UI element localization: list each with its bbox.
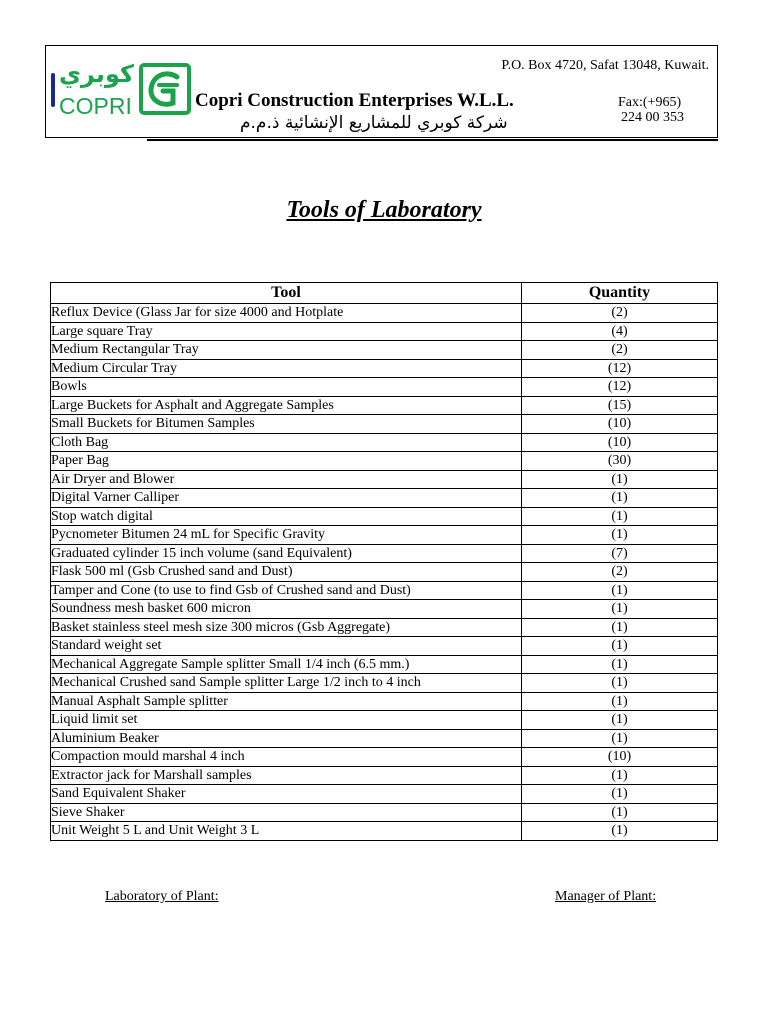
- company-fax: [618, 95, 684, 125]
- tool-name-cell: Aluminium Beaker: [51, 729, 522, 748]
- tool-name-cell: Standard weight set: [51, 637, 522, 656]
- page-title: Tools of Laboratory: [286, 197, 482, 223]
- table-row: [51, 618, 718, 637]
- tool-name-cell: Air Dryer and Blower: [51, 470, 522, 489]
- table-row: [51, 433, 718, 452]
- logo-arabic-text: كوبري: [59, 60, 134, 88]
- tool-name-cell: Extractor jack for Marshall samples: [51, 766, 522, 785]
- table-row: [51, 415, 718, 434]
- tool-name-cell: Small Buckets for Bitumen Samples: [51, 415, 522, 434]
- tool-name-cell: Graduated cylinder 15 inch volume (sand Equivalent): [51, 544, 522, 563]
- table-row: [51, 359, 718, 378]
- tool-quantity-cell: (2): [522, 563, 718, 582]
- table-row: [51, 692, 718, 711]
- tool-quantity-cell: (1): [522, 711, 718, 730]
- company-name-arabic: شركة كوبري للمشاريع الإنشائية ذ.م.م: [240, 113, 508, 133]
- tool-name-cell: Manual Asphalt Sample splitter: [51, 692, 522, 711]
- table-row: [51, 304, 718, 323]
- tool-name-cell: Soundness mesh basket 600 micron: [51, 600, 522, 619]
- tool-name-cell: Paper Bag: [51, 452, 522, 471]
- tool-name-cell: Tamper and Cone (to use to find Gsb of Crushed sand and Dust): [51, 581, 522, 600]
- tool-quantity-cell: (1): [522, 692, 718, 711]
- tool-name-cell: Mechanical Aggregate Sample splitter Small 1/4 inch (6.5 mm.): [51, 655, 522, 674]
- fax-label: Fax:(+965): [618, 95, 682, 110]
- table-row: [51, 341, 718, 360]
- table-header-row: [51, 283, 718, 304]
- tool-quantity-cell: (15): [522, 396, 718, 415]
- table-row: [51, 785, 718, 804]
- table-row: [51, 507, 718, 526]
- company-name-english: Copri Construction Enterprises W.L.L.: [195, 90, 514, 111]
- table-row: [51, 766, 718, 785]
- table-row: [51, 600, 718, 619]
- tool-name-cell: Pycnometer Bitumen 24 mL for Specific Gravity: [51, 526, 522, 545]
- tool-name-cell: Flask 500 ml (Gsb Crushed sand and Dust): [51, 563, 522, 582]
- tool-name-cell: Large Buckets for Asphalt and Aggregate Samples: [51, 396, 522, 415]
- letterhead: [45, 45, 718, 138]
- letterhead-rule: [147, 139, 718, 141]
- tool-quantity-cell: (1): [522, 581, 718, 600]
- tool-name-cell: Liquid limit set: [51, 711, 522, 730]
- tools-table-body: [51, 304, 718, 841]
- table-row: [51, 563, 718, 582]
- tool-quantity-cell: (12): [522, 378, 718, 397]
- tool-quantity-cell: (1): [522, 729, 718, 748]
- tool-name-cell: Medium Rectangular Tray: [51, 341, 522, 360]
- table-row: [51, 581, 718, 600]
- table-row: [51, 655, 718, 674]
- tool-name-cell: Mechanical Crushed sand Sample splitter Large 1/2 inch to 4 inch: [51, 674, 522, 693]
- tool-name-cell: Basket stainless steel mesh size 300 micros (Gsb Aggregate): [51, 618, 522, 637]
- table-row: [51, 452, 718, 471]
- table-row: [51, 729, 718, 748]
- tool-name-cell: Bowls: [51, 378, 522, 397]
- table-row: [51, 526, 718, 545]
- tool-name-cell: Sieve Shaker: [51, 803, 522, 822]
- tool-quantity-cell: (1): [522, 489, 718, 508]
- table-row: [51, 711, 718, 730]
- tool-quantity-cell: (12): [522, 359, 718, 378]
- tool-name-cell: Cloth Bag: [51, 433, 522, 452]
- tool-name-cell: Reflux Device (Glass Jar for size 4000 and Hotplate: [51, 304, 522, 323]
- manager-signature-label: Manager of Plant:: [555, 889, 657, 904]
- tool-quantity-cell: (1): [522, 803, 718, 822]
- table-row: [51, 803, 718, 822]
- table-row: [51, 378, 718, 397]
- logo-emblem-icon: [139, 63, 191, 115]
- table-row: [51, 322, 718, 341]
- tool-quantity-cell: (2): [522, 341, 718, 360]
- company-address: P.O. Box 4720, Safat 13048, Kuwait.: [501, 58, 709, 73]
- logo-latin-text: COPRI: [59, 93, 132, 119]
- tool-name-cell: Digital Varner Calliper: [51, 489, 522, 508]
- tool-quantity-cell: (1): [522, 507, 718, 526]
- column-header-quantity: Quantity: [522, 283, 718, 304]
- table-row: [51, 489, 718, 508]
- logo-accent-bar: [51, 73, 55, 107]
- tool-name-cell: Sand Equivalent Shaker: [51, 785, 522, 804]
- company-logo: [49, 51, 191, 121]
- tool-quantity-cell: (10): [522, 433, 718, 452]
- tool-name-cell: Stop watch digital: [51, 507, 522, 526]
- tool-quantity-cell: (1): [522, 674, 718, 693]
- tool-quantity-cell: (1): [522, 822, 718, 841]
- tool-quantity-cell: (1): [522, 470, 718, 489]
- tool-quantity-cell: (4): [522, 322, 718, 341]
- table-row: [51, 470, 718, 489]
- tool-quantity-cell: (30): [522, 452, 718, 471]
- tool-quantity-cell: (1): [522, 785, 718, 804]
- tool-quantity-cell: (1): [522, 600, 718, 619]
- tools-table: [50, 282, 718, 841]
- tool-quantity-cell: (1): [522, 766, 718, 785]
- tool-quantity-cell: (1): [522, 526, 718, 545]
- table-row: [51, 396, 718, 415]
- tool-name-cell: Unit Weight 5 L and Unit Weight 3 L: [51, 822, 522, 841]
- table-row: [51, 544, 718, 563]
- table-row: [51, 822, 718, 841]
- tool-name-cell: Large square Tray: [51, 322, 522, 341]
- table-row: [51, 748, 718, 767]
- tool-quantity-cell: (1): [522, 637, 718, 656]
- laboratory-signature-label: Laboratory of Plant:: [105, 889, 219, 904]
- tool-quantity-cell: (7): [522, 544, 718, 563]
- tool-quantity-cell: (10): [522, 415, 718, 434]
- tool-name-cell: Compaction mould marshal 4 inch: [51, 748, 522, 767]
- tool-name-cell: Medium Circular Tray: [51, 359, 522, 378]
- table-row: [51, 674, 718, 693]
- tool-quantity-cell: (2): [522, 304, 718, 323]
- column-header-tool: Tool: [51, 283, 522, 304]
- tool-quantity-cell: (1): [522, 618, 718, 637]
- tool-quantity-cell: (1): [522, 655, 718, 674]
- table-row: [51, 637, 718, 656]
- tool-quantity-cell: (10): [522, 748, 718, 767]
- fax-number: 224 00 353: [621, 110, 684, 125]
